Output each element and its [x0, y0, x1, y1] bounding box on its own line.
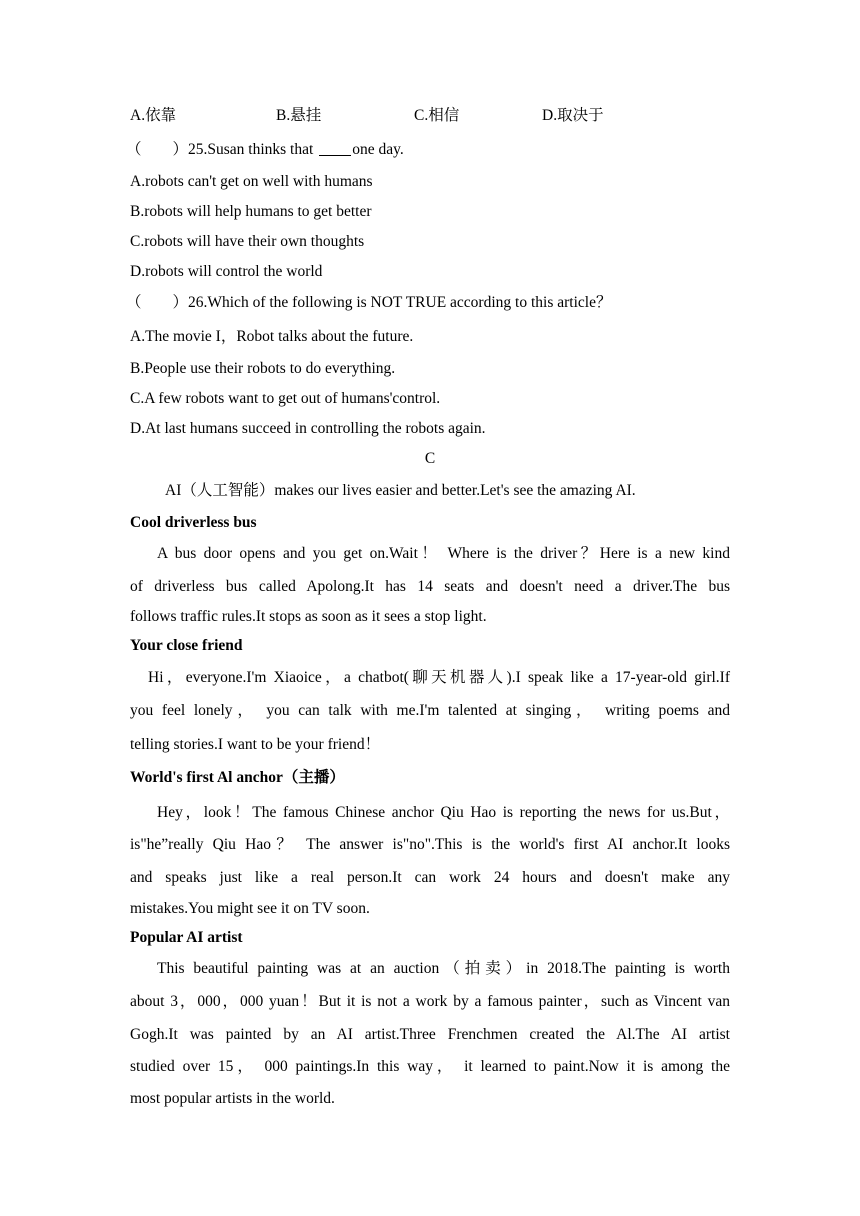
q25-stem — [126, 140, 404, 160]
q26-stem: （ ）26.Which of the following is NOT TRUE according to this article？ — [126, 294, 612, 311]
section-heading-close-friend: Your close friend — [130, 637, 243, 654]
section-3-line-2: is"he”really Qiu Hao？ The answer is"no".This is the world's first AI anchor.It looks — [130, 836, 730, 853]
section-1-line-1: A bus door opens and you get on.Wait！ Where is the driver？Here is a new kind — [157, 545, 730, 562]
q26-option-c: C.A few robots want to get out of humans'control. — [130, 390, 441, 407]
section-4-line-5: most popular artists in the world. — [130, 1090, 335, 1107]
section-heading-ai-artist: Popular AI artist — [130, 929, 243, 946]
section-3-line-4: mistakes.You might see it on TV soon. — [130, 900, 370, 917]
section-4-line-3: Gogh.It was painted by an AI artist.Three Frenchmen created the Al.The AI artist — [130, 1026, 730, 1043]
q26-option-a: A.The movie I，Robot talks about the future. — [130, 328, 414, 345]
q24-option-c: C.相信 — [414, 107, 460, 124]
q24-option-d: D.取决于 — [542, 107, 604, 124]
q24-option-a: A.依靠 — [130, 107, 177, 124]
q26-option-d: D.At last humans succeed in controlling the robots again. — [130, 420, 486, 437]
section-4-line-4: studied over 15， 000 paintings.In this way， it learned to paint.Now it is among the — [130, 1058, 730, 1075]
section-4-line-1: This beautiful painting was at an auction（拍卖）in 2018.The painting is worth — [157, 960, 730, 977]
section-4-line-2: about 3，000，000 yuan！But it is not a work by a famous painter，such as Vincent van — [130, 993, 730, 1010]
passage-intro: AI（人工智能）makes our lives easier and better.Let's see the amazing AI. — [165, 482, 636, 499]
section-heading-driverless-bus: Cool driverless bus — [130, 514, 257, 531]
section-1-line-2: of driverless bus called Apolong.It has 14 seats and doesn't need a driver.The bus — [130, 578, 730, 595]
section-2-line-3: telling stories.I want to be your friend！ — [130, 736, 381, 753]
q25-prefix: （ ）25.Susan thinks that — [126, 141, 314, 158]
section-1-line-3: follows traffic rules.It stops as soon as it sees a stop light. — [130, 608, 487, 625]
q25-option-b: B.robots will help humans to get better — [130, 203, 372, 220]
q24-option-b: B.悬挂 — [276, 107, 322, 124]
q25-option-c: C.robots will have their own thoughts — [130, 233, 365, 250]
section-2-line-2: you feel lonely， you can talk with me.I'm talented at singing， writing poems and — [130, 702, 730, 719]
section-3-line-3: and speaks just like a real person.It can work 24 hours and doesn't make any — [130, 869, 730, 886]
q25-suffix: one day. — [352, 141, 404, 158]
q25-option-a: A.robots can't get on well with humans — [130, 173, 373, 190]
q25-option-d: D.robots will control the world — [130, 263, 323, 280]
passage-label: C — [424, 450, 436, 467]
section-heading-ai-anchor: World's first Al anchor（主播） — [130, 769, 345, 786]
section-3-line-1: Hey，look！The famous Chinese anchor Qiu Hao is reporting the news for us.But， — [157, 804, 730, 821]
q26-option-b: B.People use their robots to do everything. — [130, 360, 396, 377]
q25-answer-blank — [319, 141, 351, 156]
section-2-line-1: Hi，everyone.I'm Xiaoice，a chatbot(聊天机器人).I speak like a 17-year-old girl.If — [148, 669, 730, 686]
